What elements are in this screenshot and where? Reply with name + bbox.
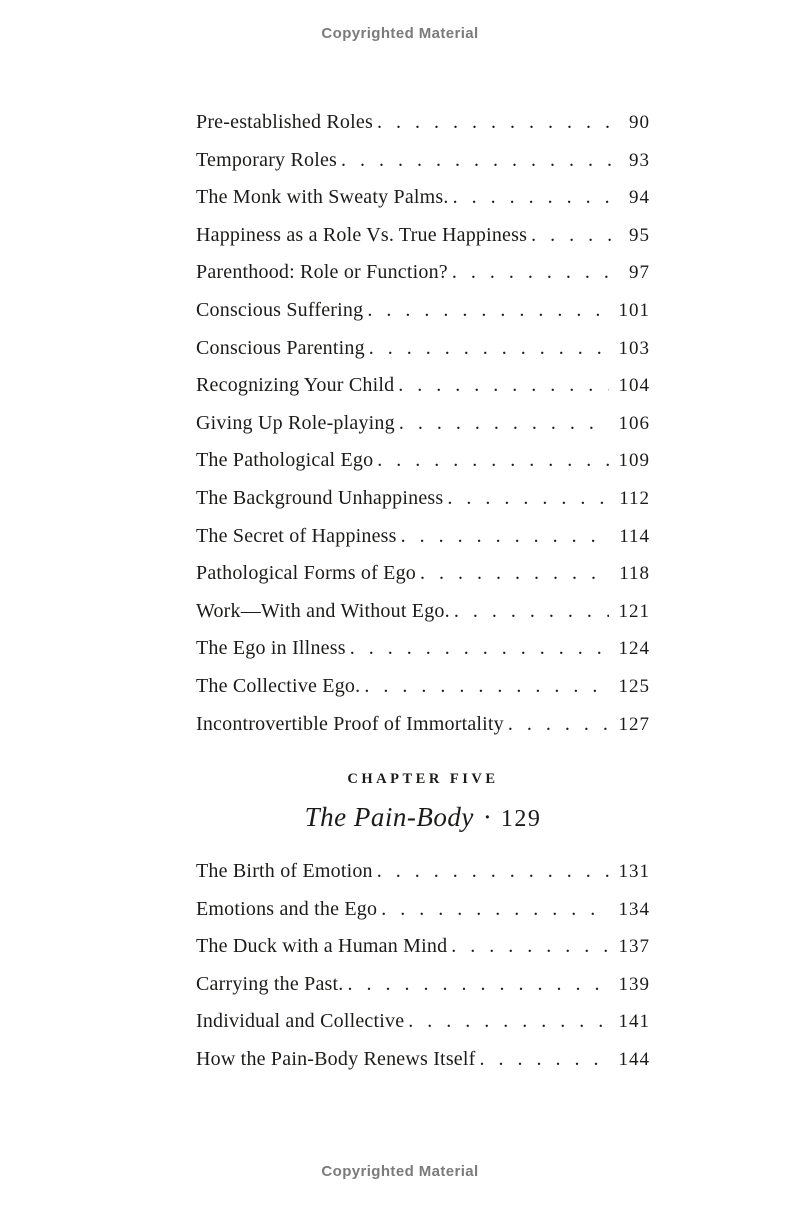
toc-entry bbox=[196, 330, 650, 368]
toc-entry bbox=[196, 292, 650, 330]
toc-entry-title: Conscious Suffering bbox=[196, 298, 364, 321]
dot-leader bbox=[480, 1041, 609, 1078]
dot-leader bbox=[398, 367, 608, 404]
toc-entry bbox=[196, 142, 650, 180]
dot-leader bbox=[420, 555, 609, 592]
toc-entry-title: Individual and Collective bbox=[196, 1010, 405, 1033]
toc-entry-title: Pre-established Roles bbox=[196, 111, 373, 133]
toc-entry-page: 112 bbox=[619, 487, 650, 509]
toc-entry bbox=[196, 555, 650, 593]
toc-entry-title: Pathological Forms of Ego bbox=[196, 562, 416, 585]
toc-entry-page: 137 bbox=[618, 936, 650, 958]
toc-entry bbox=[196, 104, 650, 142]
toc-entry bbox=[196, 593, 650, 631]
toc-entry-title: Emotions and the Ego bbox=[196, 897, 378, 920]
chapter-title: The Pain-Body bbox=[304, 802, 474, 832]
dot-leader bbox=[447, 480, 609, 517]
toc-entry-title: Giving Up Role-playing bbox=[196, 411, 395, 434]
toc-entry-page: 139 bbox=[618, 973, 650, 995]
toc-entry-page: 95 bbox=[629, 224, 650, 246]
toc-entry bbox=[196, 1041, 650, 1079]
dot-leader bbox=[367, 292, 608, 329]
toc-entry bbox=[196, 706, 650, 744]
dot-leader bbox=[377, 853, 609, 890]
toc-entry bbox=[196, 179, 650, 217]
dot-leader bbox=[454, 593, 609, 630]
dot-leader bbox=[347, 966, 608, 1003]
toc-list-part2 bbox=[196, 853, 650, 1079]
toc-entry-page: 94 bbox=[629, 187, 650, 209]
toc-entry-title: The Collective Ego. bbox=[196, 674, 361, 697]
toc-entry bbox=[196, 853, 650, 891]
toc-entry-title: Parenthood: Role or Function? bbox=[196, 261, 448, 284]
dot-leader bbox=[451, 928, 608, 965]
toc-entry bbox=[196, 367, 650, 405]
toc-entry-page: 118 bbox=[619, 563, 650, 585]
toc-entry-page: 125 bbox=[618, 675, 650, 697]
toc-entry-page: 144 bbox=[618, 1048, 650, 1070]
dot-leader bbox=[369, 330, 609, 367]
dot-leader bbox=[452, 254, 619, 291]
toc-entry-title: The Background Unhappiness bbox=[196, 486, 444, 509]
toc-entry-page: 109 bbox=[618, 450, 650, 472]
toc-entry-title: The Pathological Ego bbox=[196, 449, 374, 472]
dot-leader bbox=[401, 518, 610, 555]
toc-entry-title: Conscious Parenting bbox=[196, 336, 365, 359]
copyright-notice-top: Copyrighted Material bbox=[321, 25, 479, 42]
toc-entry-page: 124 bbox=[618, 638, 650, 660]
toc-entry bbox=[196, 966, 650, 1004]
toc-entry-page: 131 bbox=[618, 861, 650, 882]
toc-entry-title: The Ego in Illness bbox=[196, 637, 346, 660]
toc-entry bbox=[196, 442, 650, 480]
toc-entry-title: How the Pain-Body Renews Itself bbox=[196, 1047, 476, 1070]
dot-leader bbox=[377, 442, 608, 479]
dot-leader bbox=[531, 217, 619, 254]
dot-leader bbox=[350, 630, 609, 667]
toc-entry-title: The Secret of Happiness bbox=[196, 524, 397, 547]
dot-leader bbox=[453, 179, 619, 216]
dot-leader bbox=[364, 668, 608, 705]
dot-leader bbox=[381, 891, 608, 928]
toc-entry bbox=[196, 405, 650, 443]
chapter-number-label: CHAPTER FIVE bbox=[347, 771, 499, 787]
toc-entry bbox=[196, 480, 650, 518]
chapter-title-line bbox=[196, 801, 650, 836]
toc-entry-page: 127 bbox=[618, 713, 650, 735]
toc-entry bbox=[196, 1003, 650, 1041]
dot-leader bbox=[377, 104, 619, 141]
toc-entry-title: Recognizing Your Child bbox=[196, 374, 395, 397]
toc-entry-page: 101 bbox=[618, 299, 650, 321]
toc-entry bbox=[196, 254, 650, 292]
toc-entry-title: Carrying the Past. bbox=[196, 972, 344, 995]
toc-entry-page: 90 bbox=[629, 112, 650, 133]
chapter-page-number: 129 bbox=[500, 806, 542, 832]
toc-entry-title: The Duck with a Human Mind bbox=[196, 935, 448, 958]
toc-entry-page: 93 bbox=[629, 149, 650, 171]
toc-entry bbox=[196, 928, 650, 966]
toc-entry-page: 103 bbox=[618, 337, 650, 359]
dot-leader bbox=[408, 1003, 608, 1040]
chapter-separator-dot: · bbox=[482, 802, 492, 832]
toc-entry-title: The Monk with Sweaty Palms. bbox=[196, 186, 449, 209]
toc-entry-page: 106 bbox=[618, 412, 650, 434]
copyright-notice-bottom: Copyrighted Material bbox=[321, 1163, 479, 1180]
chapter-heading bbox=[196, 771, 650, 836]
toc-entry-page: 121 bbox=[618, 600, 650, 622]
toc-entry bbox=[196, 217, 650, 255]
toc-entry-title: Temporary Roles bbox=[196, 148, 338, 171]
toc-entry-page: 104 bbox=[618, 375, 650, 397]
toc-entry bbox=[196, 630, 650, 668]
toc-entry-page: 134 bbox=[618, 898, 650, 920]
toc-entry-title: Happiness as a Role Vs. True Happiness bbox=[196, 223, 528, 246]
toc-entry-title: Incontrovertible Proof of Immortality bbox=[196, 712, 504, 735]
dot-leader bbox=[508, 706, 609, 743]
dot-leader bbox=[341, 142, 619, 179]
toc-entry bbox=[196, 518, 650, 556]
toc-entry-title: Work—With and Without Ego. bbox=[196, 599, 450, 622]
toc-entry-page: 141 bbox=[618, 1011, 650, 1033]
toc-entry bbox=[196, 668, 650, 706]
toc-entry-title: The Birth of Emotion bbox=[196, 860, 373, 882]
toc-entry-page: 97 bbox=[629, 262, 650, 284]
toc-list-part1 bbox=[196, 104, 650, 743]
dot-leader bbox=[399, 405, 609, 442]
toc-entry-page: 114 bbox=[619, 525, 650, 547]
toc-entry bbox=[196, 891, 650, 929]
